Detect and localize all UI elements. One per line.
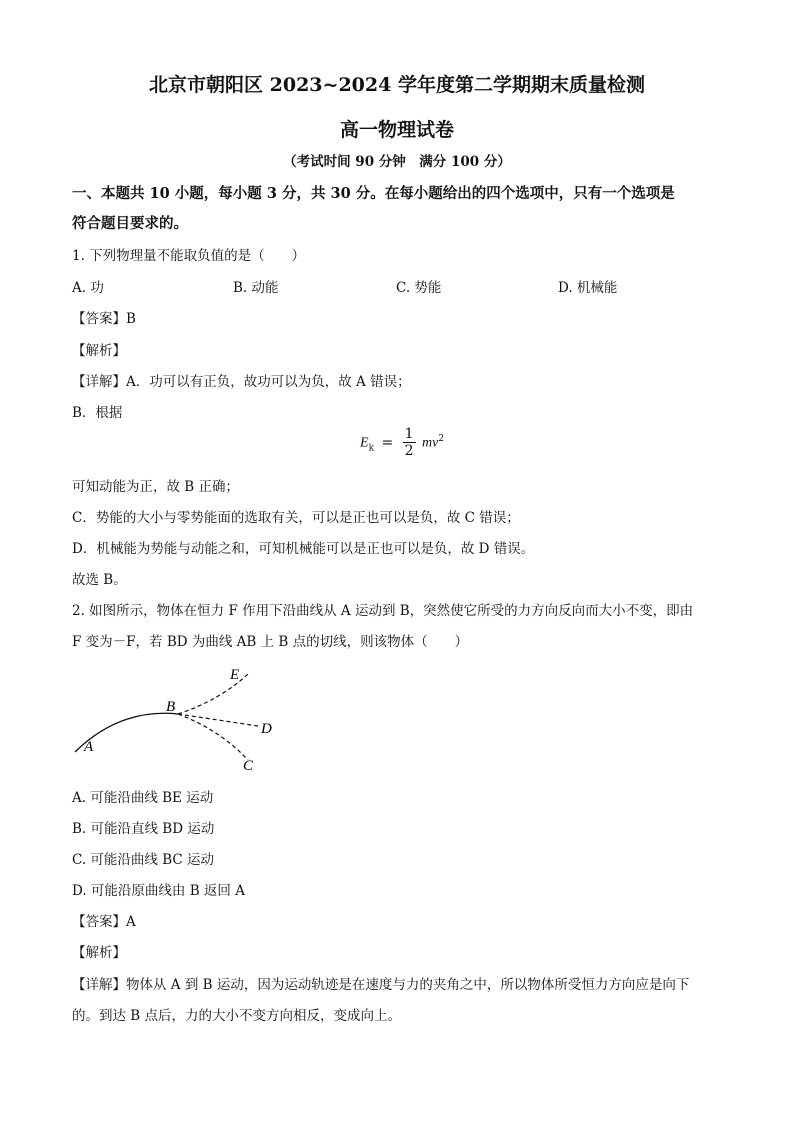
formula-fraction	[403, 426, 416, 459]
q1-detail-a: 【详解】A．功可以有正负，故功可以为负，故 A 错误；	[72, 374, 411, 390]
formula-rhs-sup: 2	[438, 433, 445, 444]
q2-detail-line2: 的。到达 B 点后，力的大小不变方向相反，变成向上。	[72, 1008, 402, 1024]
exam-info: （考试时间 90 分钟 满分 100 分）	[283, 154, 511, 170]
section-intro-line2: 符合题目要求的。	[72, 215, 188, 232]
formula-equals: =	[381, 434, 394, 451]
curve-bc	[178, 714, 248, 760]
formula-lhs: E	[360, 435, 369, 451]
q1-detail-b: B．根据	[72, 405, 123, 421]
page-title: 北京市朝阳区 2023~2024 学年度第二学期期末质量检测	[149, 74, 645, 96]
formula-rhs: mv	[422, 435, 439, 451]
trajectory-figure	[70, 660, 300, 780]
q2-option-c: C. 可能沿曲线 BC 运动	[72, 852, 215, 868]
q1-stem: 1. 下列物理量不能取负值的是（ ）	[72, 248, 306, 264]
formula-numerator: 1	[404, 426, 414, 442]
q1-option-b: B. 动能	[233, 280, 279, 296]
kinetic-energy-formula	[360, 426, 444, 459]
q1-answer: 【答案】B	[72, 311, 136, 327]
label-c: C	[243, 758, 254, 774]
q2-option-d: D. 可能沿原曲线由 B 返回 A	[72, 883, 245, 899]
label-d: D	[261, 721, 272, 737]
q1-option-c: C. 势能	[396, 280, 442, 296]
label-b: B	[166, 699, 176, 715]
q1-detail-b2: 可知动能为正，故 B 正确；	[72, 479, 240, 495]
formula-lhs-sub: k	[368, 443, 375, 454]
q2-detail-line1: 【详解】物体从 A 到 B 运动，因为运动轨迹是在速度与力的夹角之中，所以物体所受恒力方向应是向下	[72, 977, 690, 993]
q2-option-a: A. 可能沿曲线 BE 运动	[72, 790, 214, 806]
q1-conclusion: 故选 B。	[72, 572, 127, 588]
q1-analysis-label: 【解析】	[72, 343, 126, 359]
q2-analysis-label: 【解析】	[72, 945, 126, 961]
line-bd	[178, 714, 258, 726]
q2-option-b: B. 可能沿直线 BD 运动	[72, 821, 215, 837]
label-e: E	[230, 667, 240, 683]
q1-detail-c: C．势能的大小与零势能面的选取有关，可以是正也可以是负，故 C 错误；	[72, 510, 520, 526]
q1-option-a: A. 功	[72, 280, 104, 296]
section-intro-line1: 一、本题共 10 小题，每小题 3 分，共 30 分。在每小题给出的四个选项中，只有一个选项是	[72, 185, 675, 202]
q1-option-d: D. 机械能	[558, 280, 618, 296]
label-a: A	[84, 739, 94, 755]
q2-stem-line1: 2. 如图所示，物体在恒力 F 作用下沿曲线从 A 运动到 B，突然使它所受的力方向反向而大小不变，即由	[72, 603, 694, 619]
q2-answer: 【答案】A	[72, 914, 136, 930]
q1-detail-d: D．机械能为势能与动能之和，可知机械能可以是正也可以是负，故 D 错误。	[72, 541, 535, 557]
formula-denominator: 2	[404, 443, 414, 459]
q2-stem-line2: F 变为－F，若 BD 为曲线 AB 上 B 点的切线，则该物体（ ）	[72, 634, 469, 650]
page-subtitle: 高一物理试卷	[339, 119, 454, 141]
